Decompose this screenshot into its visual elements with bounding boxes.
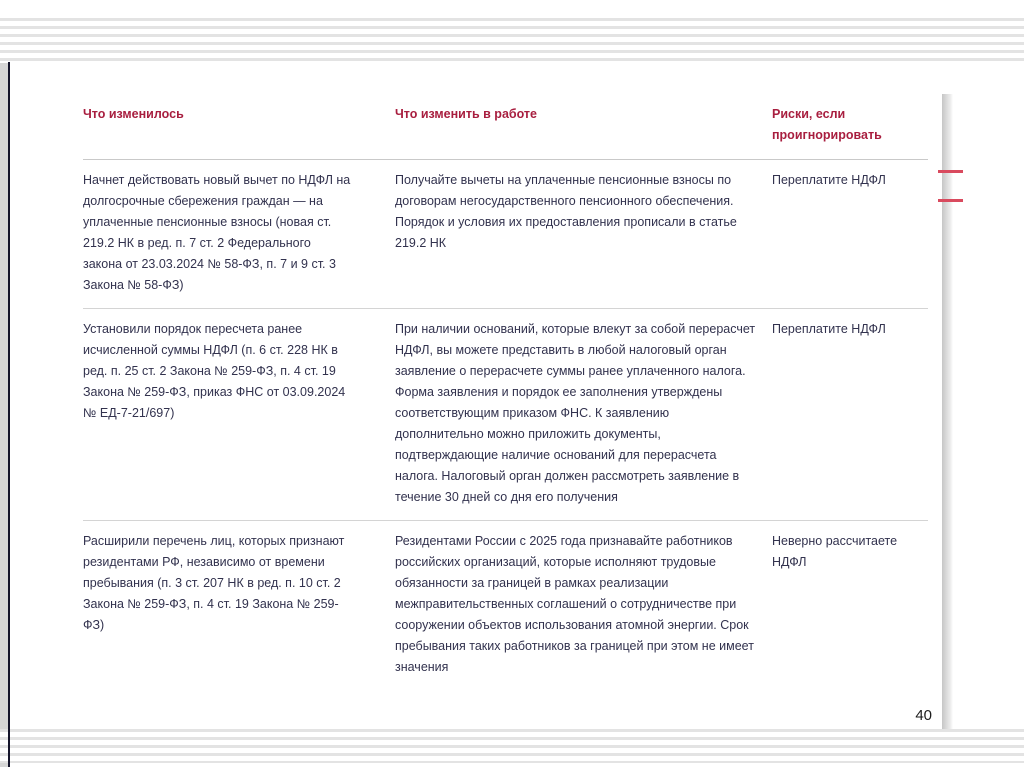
- cell-risk: Неверно рассчитаете НДФЛ: [772, 534, 898, 569]
- cell-what-to-change: Резидентами России с 2025 года признавайте работников российских организаций, которые исполняют трудовые обязанности за границей в рамках реализации межправительственных соглашений о сотрудничестве при сооружении объектов использования атомной энергии. Срок пребывания таких работников за границей при этом не имеет значения: [395, 534, 754, 674]
- header-risks: Риски, если проигнорировать: [772, 107, 882, 142]
- bottom-stripes-decoration: [0, 729, 1024, 763]
- red-dash-decoration: [938, 199, 963, 202]
- top-stripes-decoration: [0, 18, 1024, 63]
- cell-risk: Переплатите НДФЛ: [772, 173, 886, 187]
- panel-shadow: [942, 94, 953, 730]
- changes-table: [83, 88, 928, 690]
- cell-what-changed: Начнет действовать новый вычет по НДФЛ на долгосрочные сбережения граждан — на уплаченные пенсионные взносы (новая ст. 219.2 НК в ред. п. 7 ст. 2 Федерального закона от 23.03.2024 № 58-ФЗ, п. 7 и 9 ст. 3 Закона № 58-ФЗ): [83, 173, 351, 292]
- header-what-changed: Что изменилось: [83, 107, 184, 121]
- left-edge-shade: [0, 62, 8, 767]
- header-what-to-change: Что изменить в работе: [395, 107, 538, 121]
- content-panel: [70, 88, 942, 730]
- cell-what-to-change: Получайте вычеты на уплаченные пенсионные взносы по договорам негосударственного пенсионного обеспечения. Порядок и условия их предоставления прописали в статье 219.2 НК: [395, 173, 737, 250]
- page-number: 40: [915, 707, 932, 724]
- table-row: [83, 160, 928, 309]
- table-header-row: [83, 88, 928, 160]
- table-row: [83, 309, 928, 521]
- table-row: [83, 521, 928, 690]
- red-dash-decoration: [938, 170, 963, 173]
- left-border-line: [8, 62, 10, 767]
- cell-risk: Переплатите НДФЛ: [772, 322, 886, 336]
- cell-what-changed: Расширили перечень лиц, которых признают резидентами РФ, независимо от времени пребывания (п. 3 ст. 207 НК в ред. п. 10 ст. 2 Закона № 259-ФЗ, п. 4 ст. 19 Закона № 259-ФЗ): [83, 534, 345, 632]
- cell-what-changed: Установили порядок пересчета ранее исчисленной суммы НДФЛ (п. 6 ст. 228 НК в ред. п. 25 ст. 2 Закона № 259-ФЗ, п. 4 ст. 19 Закона № 259-ФЗ, приказ ФНС от 03.09.2024 № ЕД-7-21/697): [83, 322, 346, 420]
- cell-what-to-change: При наличии оснований, которые влекут за собой перерасчет НДФЛ, вы можете представить в любой налоговый орган заявление о перерасчете суммы ранее уплаченного налога. Форма заявления и порядок ее заполнения утверждены соответствующим приказом ФНС. К заявлению дополнительно можно приложить документы, подтверждающие наличие оснований для перерасчета налога. Налоговый орган должен рассмотреть заявление в течение 30 дней со дня его получения: [395, 322, 756, 504]
